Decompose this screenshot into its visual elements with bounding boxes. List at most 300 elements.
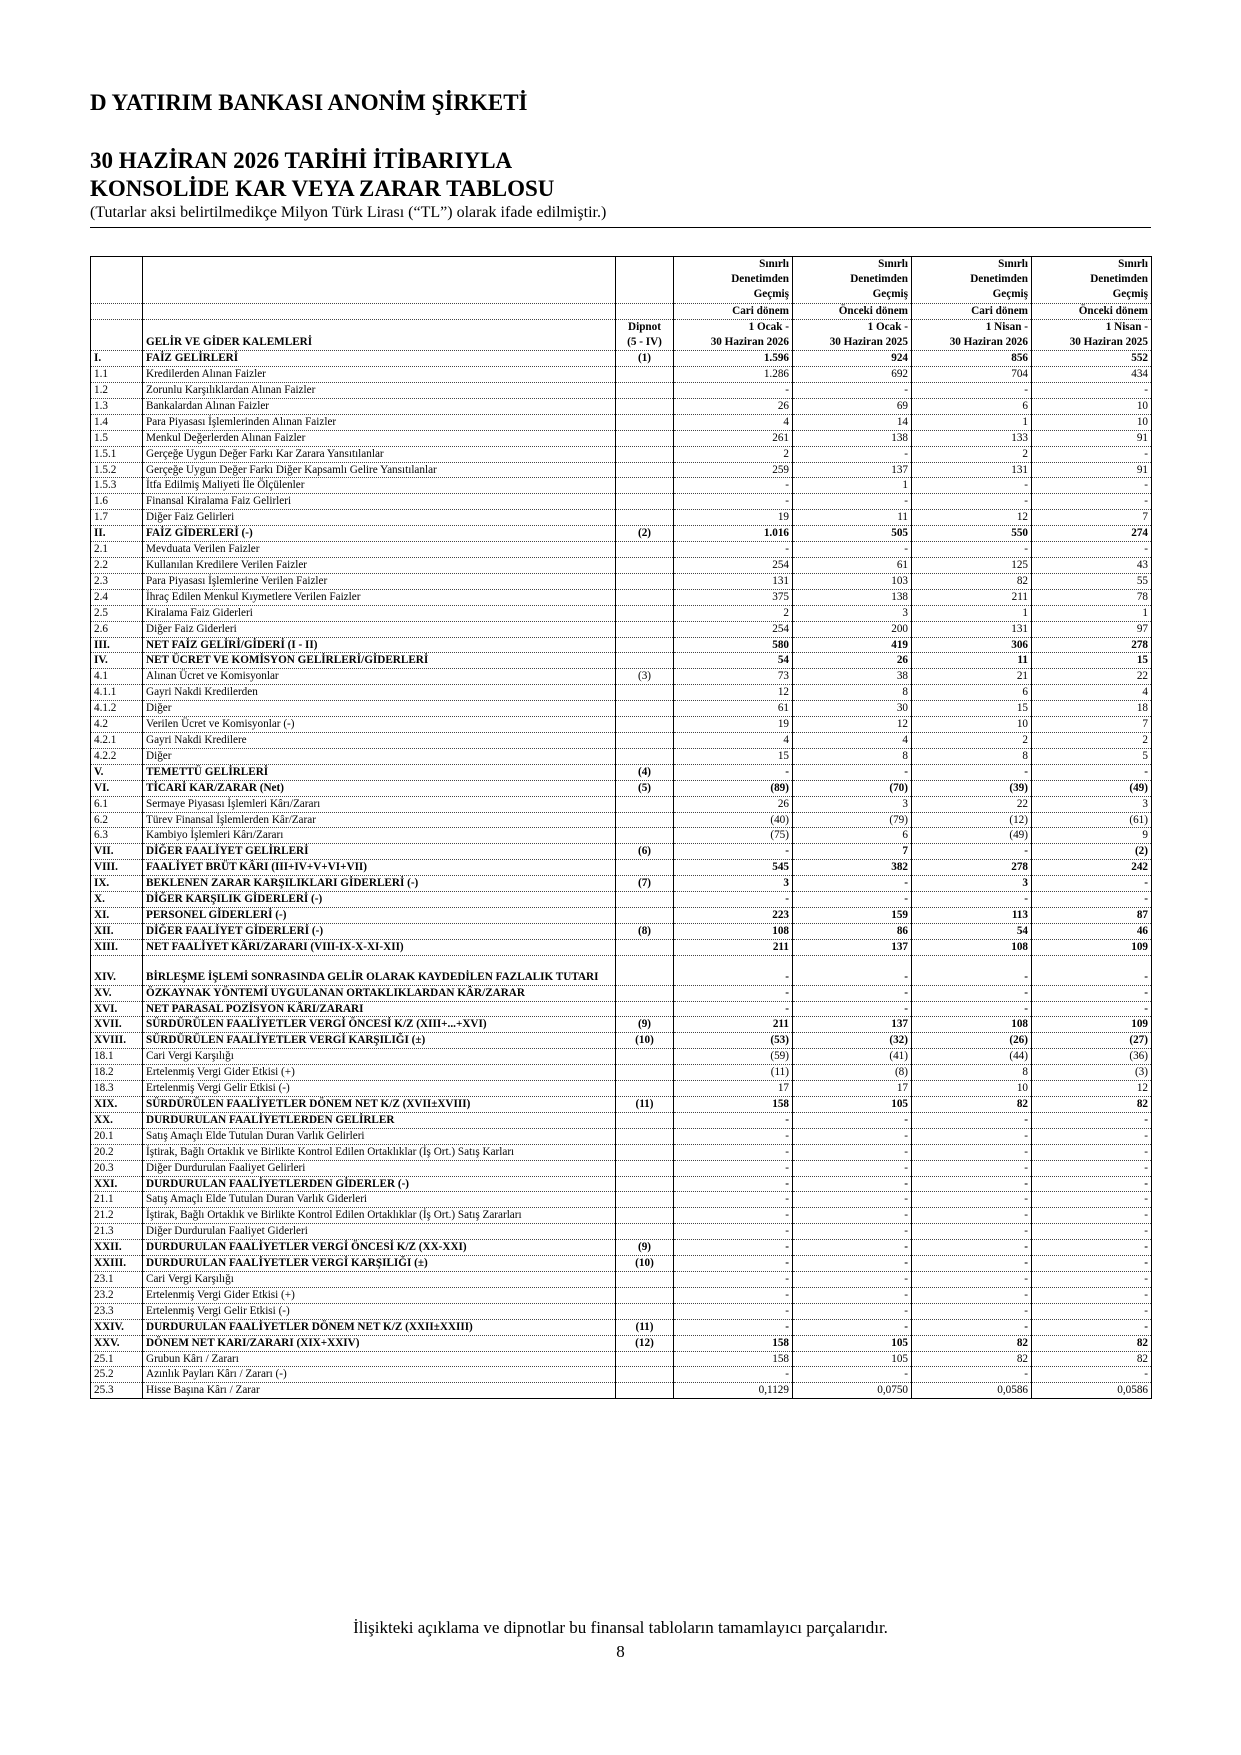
row-label: Diğer Faiz Giderleri <box>143 621 616 637</box>
table-row <box>91 1112 1152 1128</box>
row-code: XII. <box>91 923 143 939</box>
row-value: 17 <box>674 1081 793 1097</box>
table-row <box>91 589 1152 605</box>
row-value: 12 <box>1032 1081 1152 1097</box>
row-value: 306 <box>912 637 1032 653</box>
row-note <box>616 860 674 876</box>
table-row <box>91 1144 1152 1160</box>
row-value: 550 <box>912 526 1032 542</box>
table-row <box>91 414 1152 430</box>
row-value: 1 <box>912 414 1032 430</box>
row-value: - <box>1032 1208 1152 1224</box>
row-value: - <box>912 844 1032 860</box>
row-label: İştirak, Bağlı Ortaklık ve Birlikte Kontrol Edilen Ortaklıklar (İş Ort.) Satış Zararları <box>143 1208 616 1224</box>
row-note: (11) <box>616 1319 674 1335</box>
row-value: 87 <box>1032 907 1152 923</box>
table-row <box>91 1287 1152 1303</box>
row-value: 4 <box>674 732 793 748</box>
row-value: 125 <box>912 558 1032 574</box>
row-label: SÜRDÜRÜLEN FAALİYETLER DÖNEM NET K/Z (XVII±XVIII) <box>143 1097 616 1113</box>
row-note <box>616 462 674 478</box>
table-row <box>91 1303 1152 1319</box>
row-value: - <box>912 1176 1032 1192</box>
column-period: Önceki dönem <box>1032 303 1152 319</box>
row-value: 158 <box>674 1351 793 1367</box>
row-value: - <box>912 1144 1032 1160</box>
row-note <box>616 985 674 1001</box>
row-note: (6) <box>616 844 674 860</box>
row-value: 211 <box>912 589 1032 605</box>
table-row <box>91 685 1152 701</box>
row-value: - <box>912 1208 1032 1224</box>
table-row <box>91 892 1152 908</box>
row-label: Mevduata Verilen Faizler <box>143 542 616 558</box>
row-value: 1 <box>912 605 1032 621</box>
row-value: 131 <box>912 462 1032 478</box>
row-note <box>616 1303 674 1319</box>
row-code: 23.1 <box>91 1271 143 1287</box>
table-row <box>91 558 1152 574</box>
row-note <box>616 510 674 526</box>
row-note <box>616 1287 674 1303</box>
row-value: - <box>1032 542 1152 558</box>
row-value: 19 <box>674 510 793 526</box>
row-code: XV. <box>91 985 143 1001</box>
row-label: ÖZKAYNAK YÖNTEMİ UYGULANAN ORTAKLIKLARDAN KÂR/ZARAR <box>143 985 616 1001</box>
row-code: 21.3 <box>91 1224 143 1240</box>
row-label: Menkul Değerlerden Alınan Faizler <box>143 430 616 446</box>
row-value: 18 <box>1032 701 1152 717</box>
header-cell <box>143 257 616 304</box>
row-value: 382 <box>793 860 912 876</box>
table-header-period <box>91 303 1152 319</box>
row-value: 137 <box>793 1017 912 1033</box>
table-row <box>91 669 1152 685</box>
row-value: - <box>793 1160 912 1176</box>
row-value: - <box>1032 1224 1152 1240</box>
table-row <box>91 876 1152 892</box>
row-value: 137 <box>793 939 912 955</box>
table-row <box>91 1256 1152 1272</box>
row-value: 105 <box>793 1351 912 1367</box>
row-value: - <box>912 1271 1032 1287</box>
row-note <box>616 494 674 510</box>
row-code: 23.3 <box>91 1303 143 1319</box>
row-value: - <box>912 1256 1032 1272</box>
row-value: (79) <box>793 812 912 828</box>
row-value: (8) <box>793 1065 912 1081</box>
row-value: 109 <box>1032 1017 1152 1033</box>
row-value: 1 <box>1032 605 1152 621</box>
row-value: 552 <box>1032 351 1152 367</box>
row-label: TİCARİ KAR/ZARAR (Net) <box>143 780 616 796</box>
row-value: - <box>912 892 1032 908</box>
row-value: 0,1129 <box>674 1383 793 1399</box>
row-value: 82 <box>912 573 1032 589</box>
row-value: 7 <box>793 844 912 860</box>
row-note: (11) <box>616 1097 674 1113</box>
row-value: - <box>674 1240 793 1256</box>
row-value: 14 <box>793 414 912 430</box>
table-row <box>91 701 1152 717</box>
table-row <box>91 812 1152 828</box>
table-row <box>91 1319 1152 1335</box>
row-code: 1.4 <box>91 414 143 430</box>
row-value: - <box>674 844 793 860</box>
column-items-header: GELİR VE GİDER KALEMLERİ <box>143 319 616 350</box>
row-note <box>616 1192 674 1208</box>
row-code: 4.2.1 <box>91 732 143 748</box>
row-value: 12 <box>674 685 793 701</box>
row-code: IX. <box>91 876 143 892</box>
table-row <box>91 430 1152 446</box>
row-value: 856 <box>912 351 1032 367</box>
row-note <box>616 1208 674 1224</box>
row-value: 108 <box>674 923 793 939</box>
row-label: Sermaye Piyasası İşlemleri Kârı/Zararı <box>143 796 616 812</box>
row-value: - <box>1032 876 1152 892</box>
row-value: (26) <box>912 1033 1032 1049</box>
header-cell <box>143 303 616 319</box>
row-note <box>616 1112 674 1128</box>
row-note <box>616 589 674 605</box>
row-value: 19 <box>674 717 793 733</box>
row-value: 43 <box>1032 558 1152 574</box>
row-value: - <box>1032 764 1152 780</box>
table-row <box>91 494 1152 510</box>
row-value: 8 <box>793 685 912 701</box>
table-row <box>91 526 1152 542</box>
table-row <box>91 860 1152 876</box>
header-cell <box>616 257 674 304</box>
row-code: I. <box>91 351 143 367</box>
row-note <box>616 907 674 923</box>
table-row <box>91 478 1152 494</box>
row-value: 254 <box>674 558 793 574</box>
row-note <box>616 367 674 383</box>
row-value: - <box>912 383 1032 399</box>
row-note: (12) <box>616 1335 674 1351</box>
row-note <box>616 478 674 494</box>
row-code: XX. <box>91 1112 143 1128</box>
table-row <box>91 828 1152 844</box>
row-code: 6.2 <box>91 812 143 828</box>
row-note: (5) <box>616 780 674 796</box>
row-value: 10 <box>1032 414 1152 430</box>
row-code: 1.5 <box>91 430 143 446</box>
row-label: Diğer Faiz Gelirleri <box>143 510 616 526</box>
row-label: Kullanılan Kredilere Verilen Faizler <box>143 558 616 574</box>
row-value: 131 <box>912 621 1032 637</box>
row-value: - <box>674 1160 793 1176</box>
row-value: - <box>1032 985 1152 1001</box>
column-audit-status: Sınırlı Denetimden Geçmiş <box>912 257 1032 304</box>
table-row <box>91 764 1152 780</box>
row-value: 1 <box>793 478 912 494</box>
row-value: 82 <box>1032 1335 1152 1351</box>
row-value: 0,0750 <box>793 1383 912 1399</box>
row-code: 1.2 <box>91 383 143 399</box>
row-value: 105 <box>793 1335 912 1351</box>
row-value: 8 <box>793 748 912 764</box>
row-label: DURDURULAN FAALİYETLERDEN GELİRLER <box>143 1112 616 1128</box>
row-value: - <box>1032 1176 1152 1192</box>
table-row <box>91 573 1152 589</box>
row-value: 0,0586 <box>1032 1383 1152 1399</box>
row-code: XXIII. <box>91 1256 143 1272</box>
row-label: NET PARASAL POZİSYON KÂRI/ZARARI <box>143 1001 616 1017</box>
row-value: 138 <box>793 430 912 446</box>
row-value: - <box>912 1319 1032 1335</box>
statement-title-line-1: 30 HAZİRAN 2026 TARİHİ İTİBARIYLA <box>90 148 513 173</box>
row-note <box>616 955 674 985</box>
row-code: 18.1 <box>91 1049 143 1065</box>
row-value: 82 <box>912 1351 1032 1367</box>
column-audit-status: Sınırlı Denetimden Geçmiş <box>674 257 793 304</box>
table-row <box>91 1383 1152 1399</box>
row-note: (1) <box>616 351 674 367</box>
row-value: - <box>793 1287 912 1303</box>
row-label: Hisse Başına Kârı / Zarar <box>143 1383 616 1399</box>
row-note <box>616 573 674 589</box>
row-value: - <box>1032 1192 1152 1208</box>
row-code: XVII. <box>91 1017 143 1033</box>
table-row <box>91 1208 1152 1224</box>
row-value: - <box>793 985 912 1001</box>
row-value: - <box>912 1001 1032 1017</box>
row-value: 4 <box>674 414 793 430</box>
row-value: - <box>674 478 793 494</box>
table-row <box>91 1081 1152 1097</box>
row-value: - <box>1032 446 1152 462</box>
row-value: - <box>912 1224 1032 1240</box>
row-code: XXV. <box>91 1335 143 1351</box>
row-value: 7 <box>1032 717 1152 733</box>
row-note <box>616 558 674 574</box>
row-value: - <box>674 1112 793 1128</box>
row-value: (89) <box>674 780 793 796</box>
row-code: III. <box>91 637 143 653</box>
row-value: - <box>1032 1001 1152 1017</box>
row-label: DÖNEM NET KARI/ZARARI (XIX+XXIV) <box>143 1335 616 1351</box>
table-row <box>91 796 1152 812</box>
row-code: 4.1.1 <box>91 685 143 701</box>
header-cell <box>91 257 143 304</box>
row-label: Gayri Nakdi Kredilere <box>143 732 616 748</box>
row-note <box>616 621 674 637</box>
row-label: BİRLEŞME İŞLEMİ SONRASINDA GELİR OLARAK KAYDEDİLEN FAZLALIK TUTARI <box>143 955 616 985</box>
row-value: 61 <box>793 558 912 574</box>
table-row <box>91 1128 1152 1144</box>
row-value: 223 <box>674 907 793 923</box>
row-label: DURDURULAN FAALİYETLER VERGİ ÖNCESİ K/Z (XX-XXI) <box>143 1240 616 1256</box>
table-row <box>91 1017 1152 1033</box>
row-value: - <box>674 1144 793 1160</box>
row-note <box>616 812 674 828</box>
row-value: - <box>793 1001 912 1017</box>
row-code: 2.3 <box>91 573 143 589</box>
row-note <box>616 796 674 812</box>
row-value: (61) <box>1032 812 1152 828</box>
row-value: 158 <box>674 1335 793 1351</box>
row-label: FAİZ GELİRLERİ <box>143 351 616 367</box>
row-value: - <box>912 1303 1032 1319</box>
row-note <box>616 542 674 558</box>
row-note <box>616 1065 674 1081</box>
table-row <box>91 955 1152 985</box>
table-row <box>91 542 1152 558</box>
row-value: 15 <box>1032 653 1152 669</box>
row-note <box>616 1224 674 1240</box>
row-value: 11 <box>793 510 912 526</box>
row-value: 211 <box>674 1017 793 1033</box>
row-value: 261 <box>674 430 793 446</box>
row-value: - <box>912 985 1032 1001</box>
row-value: 69 <box>793 398 912 414</box>
row-code: 1.3 <box>91 398 143 414</box>
row-value: - <box>1032 1128 1152 1144</box>
row-value: 15 <box>674 748 793 764</box>
row-value: 6 <box>912 685 1032 701</box>
row-code: 2.2 <box>91 558 143 574</box>
row-value: 133 <box>912 430 1032 446</box>
row-value: 434 <box>1032 367 1152 383</box>
table-row <box>91 1001 1152 1017</box>
row-code: 20.2 <box>91 1144 143 1160</box>
row-note <box>616 1081 674 1097</box>
row-value: 3 <box>793 796 912 812</box>
table-row <box>91 621 1152 637</box>
row-code: 20.3 <box>91 1160 143 1176</box>
row-value: 924 <box>793 351 912 367</box>
table-row <box>91 1160 1152 1176</box>
row-value: - <box>912 1112 1032 1128</box>
row-value: - <box>912 494 1032 510</box>
row-label: NET ÜCRET VE KOMİSYON GELİRLERİ/GİDERLERİ <box>143 653 616 669</box>
row-value: 12 <box>912 510 1032 526</box>
row-note <box>616 1351 674 1367</box>
row-value: 138 <box>793 589 912 605</box>
row-note <box>616 398 674 414</box>
row-value: 4 <box>1032 685 1152 701</box>
row-value: - <box>793 892 912 908</box>
row-value: 7 <box>1032 510 1152 526</box>
row-note: (10) <box>616 1033 674 1049</box>
column-audit-status: Sınırlı Denetimden Geçmiş <box>793 257 912 304</box>
row-value: 38 <box>793 669 912 685</box>
row-value: - <box>1032 1240 1152 1256</box>
table-row <box>91 1271 1152 1287</box>
row-value: 54 <box>912 923 1032 939</box>
row-value: 3 <box>912 876 1032 892</box>
column-range: 1 Ocak - 30 Haziran 2026 <box>674 319 793 350</box>
row-label: Grubun Kârı / Zararı <box>143 1351 616 1367</box>
row-value: - <box>1032 1287 1152 1303</box>
row-value: 6 <box>793 828 912 844</box>
row-code: 2.1 <box>91 542 143 558</box>
row-value: - <box>912 1367 1032 1383</box>
row-note: (3) <box>616 669 674 685</box>
row-note: (9) <box>616 1240 674 1256</box>
table-row <box>91 907 1152 923</box>
column-period: Cari dönem <box>674 303 793 319</box>
row-value: - <box>674 1256 793 1272</box>
row-note <box>616 1144 674 1160</box>
row-value: - <box>674 542 793 558</box>
row-label: Alınan Ücret ve Komisyonlar <box>143 669 616 685</box>
row-note <box>616 383 674 399</box>
row-value: - <box>674 1303 793 1319</box>
table-row <box>91 844 1152 860</box>
row-code: 1.1 <box>91 367 143 383</box>
row-value: - <box>912 1160 1032 1176</box>
row-value: - <box>912 955 1032 985</box>
row-value: 2 <box>912 732 1032 748</box>
row-code: 18.3 <box>91 1081 143 1097</box>
table-header-audit <box>91 257 1152 304</box>
row-code: XXIV. <box>91 1319 143 1335</box>
row-label: DURDURULAN FAALİYETLER VERGİ KARŞILIĞI (±) <box>143 1256 616 1272</box>
row-value: 505 <box>793 526 912 542</box>
table-row <box>91 732 1152 748</box>
row-value: 82 <box>912 1335 1032 1351</box>
company-name: D YATIRIM BANKASI ANONİM ŞİRKETİ <box>90 90 528 115</box>
row-value: 12 <box>793 717 912 733</box>
row-value: 242 <box>1032 860 1152 876</box>
row-value: - <box>674 1367 793 1383</box>
row-label: TEMETTÜ GELİRLERİ <box>143 764 616 780</box>
row-label: Para Piyasası İşlemlerinden Alınan Faizler <box>143 414 616 430</box>
page-number: 8 <box>616 1642 625 1661</box>
table-row <box>91 1351 1152 1367</box>
row-label: İhraç Edilen Menkul Kıymetlere Verilen Faizler <box>143 589 616 605</box>
row-value: 419 <box>793 637 912 653</box>
row-value: 10 <box>1032 398 1152 414</box>
row-value: 4 <box>793 732 912 748</box>
row-label: Cari Vergi Karşılığı <box>143 1049 616 1065</box>
row-value: 580 <box>674 637 793 653</box>
row-code: V. <box>91 764 143 780</box>
row-value: 704 <box>912 367 1032 383</box>
row-code: 25.2 <box>91 1367 143 1383</box>
row-value: 5 <box>1032 748 1152 764</box>
row-value: (3) <box>1032 1065 1152 1081</box>
row-label: Gayri Nakdi Kredilerden <box>143 685 616 701</box>
column-audit-status: Sınırlı Denetimden Geçmiş <box>1032 257 1152 304</box>
row-value: 8 <box>912 1065 1032 1081</box>
row-note <box>616 1128 674 1144</box>
row-value: 17 <box>793 1081 912 1097</box>
row-value: 278 <box>912 860 1032 876</box>
row-value: - <box>674 1319 793 1335</box>
row-value: 26 <box>674 398 793 414</box>
row-code: XIII. <box>91 939 143 955</box>
row-value: 91 <box>1032 430 1152 446</box>
column-note-header: Dipnot (5 - IV) <box>616 319 674 350</box>
row-label: PERSONEL GİDERLERİ (-) <box>143 907 616 923</box>
row-value: 54 <box>674 653 793 669</box>
table-row <box>91 605 1152 621</box>
row-value: 278 <box>1032 637 1152 653</box>
row-label: Kredilerden Alınan Faizler <box>143 367 616 383</box>
column-range: 1 Ocak - 30 Haziran 2025 <box>793 319 912 350</box>
row-value: 375 <box>674 589 793 605</box>
row-value: - <box>1032 1144 1152 1160</box>
row-value: - <box>674 1287 793 1303</box>
table-row <box>91 383 1152 399</box>
table-row <box>91 1049 1152 1065</box>
row-note: (10) <box>616 1256 674 1272</box>
